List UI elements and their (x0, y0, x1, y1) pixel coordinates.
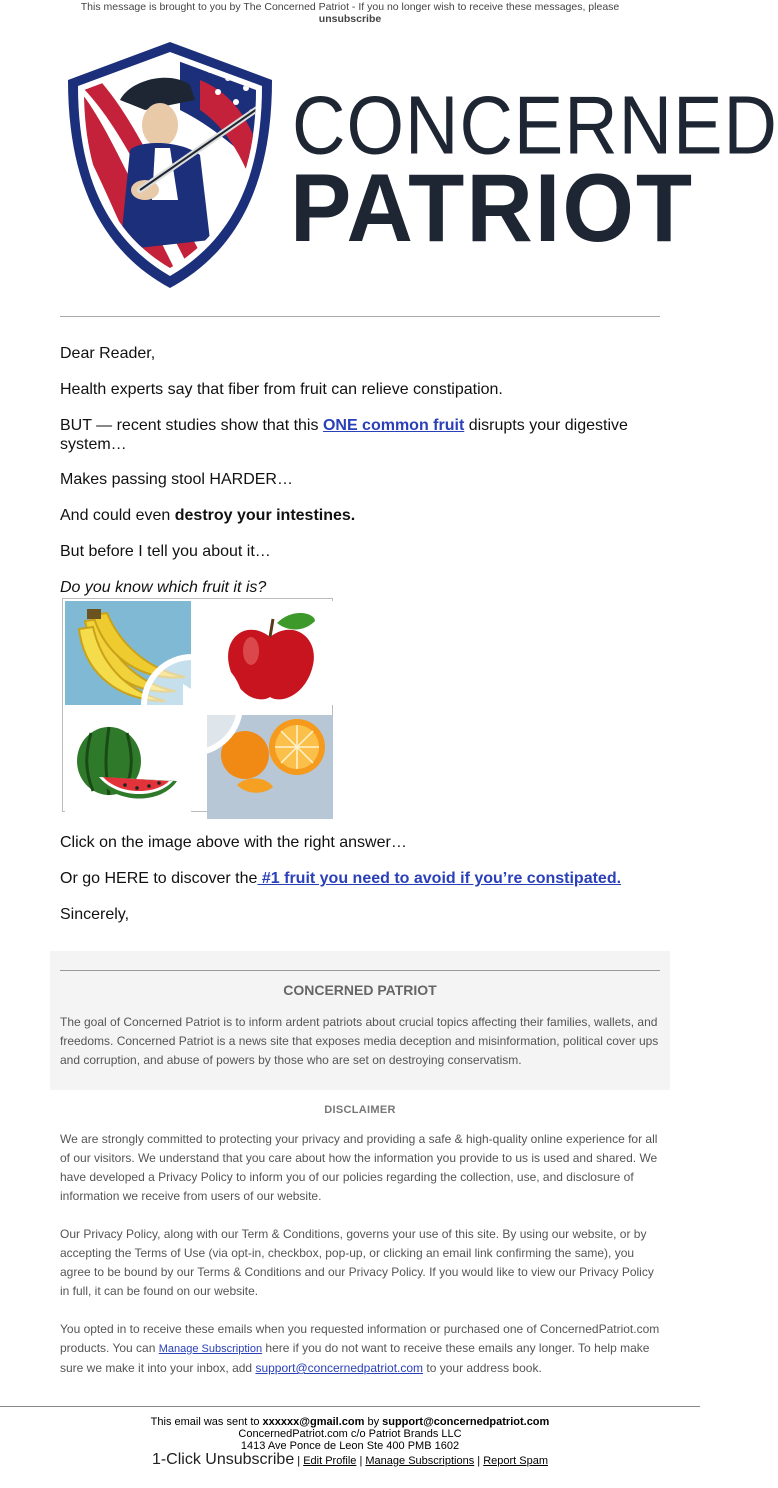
disclaimer-title: DISCLAIMER (324, 1104, 396, 1116)
disclaimer-p3-text-c: to your address book. (423, 1361, 542, 1375)
header-divider (60, 316, 660, 317)
preheader-unsubscribe-link[interactable]: unsubscribe (318, 13, 382, 25)
footer-company: ConcernedPatriot.com c/o Patriot Brands LLC (238, 1428, 462, 1440)
logo-word-patriot: PATRIOT (290, 154, 695, 262)
greeting: Dear Reader, (60, 345, 156, 362)
footer-recipient: xxxxxx@gmail.com (262, 1416, 365, 1428)
preheader (0, 1, 700, 25)
paragraph-1: Health experts say that fiber from fruit can relieve constipation. (60, 381, 503, 398)
footer-separator-3: | (474, 1455, 484, 1467)
disclaimer-paragraph-1: We are strongly committed to protecting your privacy and providing a safe & high-quality online experience for all of our visitors. We understand that you care about how the information you provide to us is used and shared. We have developed a Privacy Policy to inform you of our policies regarding the collection, use, and disclosure of information we receive from users of our website. (60, 1132, 658, 1203)
paragraph-8 (60, 869, 660, 888)
paragraph-2-text-after: disrupts your digestive system… (60, 417, 628, 453)
paragraph-4 (60, 506, 660, 525)
signoff: Sincerely, (60, 906, 130, 923)
disclaimer-p3-text-a: You opted in to receive these emails when you requested information or purchased one of ConcernedPatriot.com products. You can (60, 1322, 660, 1355)
paragraph-6 (60, 578, 660, 597)
manage-subscriptions-link[interactable]: Manage Subscriptions (365, 1455, 475, 1467)
footer-divider (0, 1406, 700, 1407)
quiz-question: Do you know which fruit it is? (60, 579, 267, 596)
disclaimer-p3-text-b: here if you do not want to receive these emails any longer. To help make sure we make it into your inbox, add (60, 1341, 650, 1375)
footer-address: 1413 Ave Ponce de Leon Ste 400 PMB 1602 (240, 1440, 460, 1452)
preheader-text: This message is brought to you by The Concerned Patriot - If you no longer wish to receive these messages, please (80, 1, 620, 13)
footer-sent-by: by (364, 1416, 383, 1428)
footer-links (0, 1451, 700, 1469)
paragraph-7: Click on the image above with the right answer… (60, 834, 407, 851)
paragraph-4-text: And could even (60, 507, 175, 524)
fruit-quiz-video-image[interactable] (62, 598, 333, 812)
paragraph-2-text-before: BUT — recent studies show that this (60, 417, 323, 434)
one-click-unsubscribe-link[interactable]: 1-Click Unsubscribe (151, 1451, 295, 1468)
paragraph-8-text: Or go HERE to discover the (60, 870, 258, 887)
one-common-fruit-link[interactable]: ONE common fruit (322, 417, 465, 434)
footer-separator-1: | (294, 1455, 304, 1467)
about-title: CONCERNED PATRIOT (283, 982, 437, 998)
about-section (50, 951, 670, 1090)
disclaimer-paragraph-3 (60, 1320, 660, 1378)
support-email-link[interactable]: support@concernedpatriot.com (255, 1361, 424, 1375)
paragraph-3: Makes passing stool HARDER… (60, 471, 293, 488)
logo-word-concerned: CONCERNED (292, 78, 778, 172)
manage-subscription-link[interactable]: Manage Subscription (158, 1343, 263, 1355)
footer-sender: support@concernedpatriot.com (382, 1416, 550, 1428)
report-spam-link[interactable]: Report Spam (483, 1455, 549, 1467)
play-icon[interactable] (141, 654, 243, 756)
concerned-patriot-logo (60, 40, 778, 290)
footer-sent-line (0, 1416, 700, 1428)
fruit-to-avoid-link[interactable]: #1 fruit you need to avoid if you’re constipated. (257, 870, 622, 887)
paragraph-4-bold: destroy your intestines. (174, 507, 356, 524)
footer-separator-2: | (356, 1455, 366, 1467)
paragraph-2 (60, 416, 660, 454)
paragraph-5: But before I tell you about it… (60, 543, 271, 560)
edit-profile-link[interactable]: Edit Profile (303, 1455, 357, 1467)
disclaimer-paragraph-2: Our Privacy Policy, along with our Term & Conditions, governs your use of this site. By using our website, or by accepting the Terms of Use (via opt-in, checkbox, pop-up, or clicking an email link confirming the same), you agree to be bound by our Terms & Conditions and our Privacy Policy. If you would like to view our Privacy Policy in full, it can be found on our website. (60, 1227, 654, 1298)
about-divider (60, 970, 660, 971)
footer-sent-prefix: This email was sent to (150, 1416, 263, 1428)
about-text: The goal of Concerned Patriot is to inform ardent patriots about crucial topics affecting their families, wallets, and freedoms. Concerned Patriot is a news site that exposes media deception and misinformation, political cover ups and corruption, and abuse of powers by those who are set on destroying conservatism. (60, 1015, 659, 1067)
